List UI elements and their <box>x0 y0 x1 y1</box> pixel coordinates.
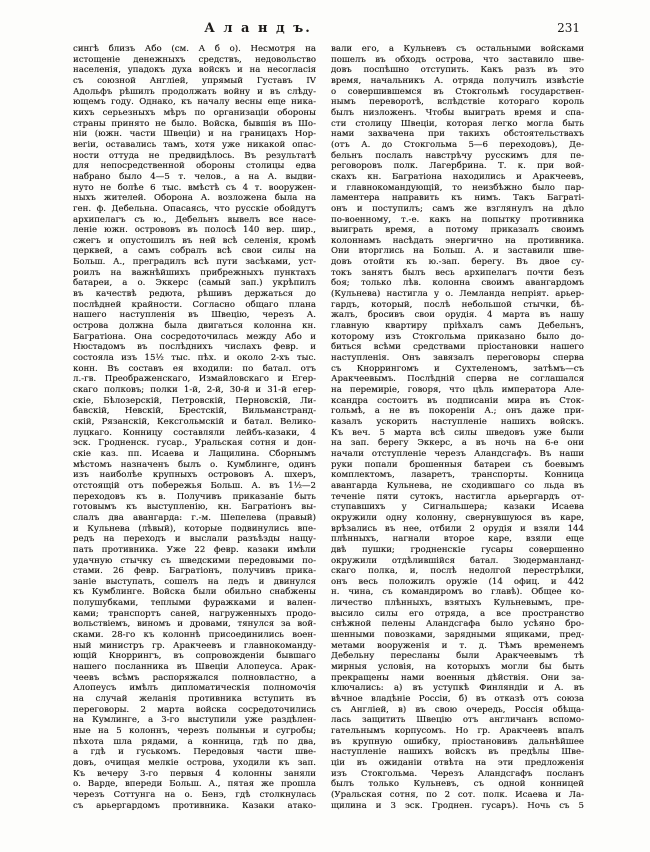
text-line: нашего наступленія въ Швецію, черезъ А. <box>73 310 316 321</box>
text-line: для непосредственной обороны столицы едва <box>73 161 316 172</box>
text-line: нами захвачена при такихъ обстоятельствахъ <box>331 129 584 140</box>
text-line: ступавшихъ у Сигнальшера; казаки Исаева <box>331 502 584 513</box>
text-line: токъ занятъ былъ весь архипелагъ почти безъ <box>331 267 584 278</box>
text-line: скіе, Бѣлозерскій, Петровскій, Перновскій, Ли- <box>73 395 316 406</box>
text-line: удачную стычку съ шведскими передовыми по- <box>73 555 316 566</box>
text-line: полушубками, теплыми фуражками и вален- <box>73 598 316 609</box>
text-line: щилина и 3 эск. Гроднен. гусаръ). Ночь съ 5 <box>331 800 584 811</box>
text-line: биться всѣми средствами пріостановки нашего <box>331 342 584 353</box>
text-line: изъ Стокгольма. Черезъ Аландсгафъ посланъ <box>331 768 584 779</box>
text-line: былъ низложенъ. Чтобы выиграть время и спа- <box>331 107 584 118</box>
text-line: гардъ, который, послѣ небольшой стычки, бѣ- <box>331 299 584 310</box>
text-line: въ крупную ошибку, пріостановивъ дальнѣйшее <box>331 736 584 747</box>
text-line: переговоры. 2 марта войска сосредоточились <box>73 704 316 715</box>
text-line: изъ наиболѣе крупныхъ острововъ А. шхеръ, <box>73 470 316 481</box>
text-line: сжегъ и опустошилъ въ ней всѣ селенія, кромѣ <box>73 235 316 246</box>
text-line: (Уральская сотня, по 2 сот. полк. Исаева и Ла- <box>331 789 584 800</box>
text-line: начали отступленіе черезъ Аландсгафъ. Въ наши <box>331 448 584 459</box>
text-line: (Кульнева) настигла у о. Лемланда непріят. арьер- <box>331 289 584 300</box>
text-line: вегіи, оставались тамъ, хотя уже никакой опас- <box>73 139 316 150</box>
text-line: довъ, очищая мелкіе острова, уходили къ зап. <box>73 757 316 768</box>
text-line: комплектомъ, лазаретъ, транспорты. Конница <box>331 470 584 481</box>
text-line: бельнъ послалъ навстрѣчу русскимъ для пе- <box>331 150 584 161</box>
text-line: ные на 5 колоннъ, черезъ полыньи и сугробы; <box>73 726 316 736</box>
text-line: сками. 28-го къ колоннѣ присоединились воен- <box>73 630 316 641</box>
text-line: теченіе пяти сутокъ, настигла арьергардъ от- <box>331 491 584 502</box>
text-line: стами. 26 февр. Багратіонъ, получивъ прика- <box>73 566 316 577</box>
text-line: Аракчеевымъ. Послѣдній сперва не соглашался <box>331 374 584 385</box>
text-line: ности оттуда не предвидѣлось. Въ результатѣ <box>73 150 316 161</box>
text-line: о. Варде, впереди Больш. А., пятая же прошла <box>73 779 316 790</box>
text-line: скій, Рязанскій, Кексгольмскій и батал. Велико- <box>73 416 316 427</box>
text-line: гательнымъ корпусомъ. Но гр. Аракчеевъ впалъ <box>331 726 584 736</box>
text-line: вольствіемъ, виномъ и дровами, тянулся за вой- <box>73 619 316 630</box>
text-line: на перемиріе, говоря, что цѣль императора Але- <box>331 385 584 395</box>
text-line: луцкаго. Конницу составляли лейбъ-казаки, 4 <box>73 427 316 438</box>
text-line: нуто не болѣе 6 тыс. вмѣстѣ съ 4 т. вооружен- <box>73 182 316 193</box>
text-line: метами вооруженія и т. д. Тѣмъ временемъ <box>331 640 584 651</box>
text-line: мѣстомъ назначенъ былъ о. Кумблинге, одинъ <box>73 459 316 470</box>
text-line: н. чина, съ командиромъ во главѣ). Общее ко- <box>331 587 584 598</box>
page-number: 231 <box>557 21 580 35</box>
text-line: истощеніе денежныхъ средствъ, недовольство <box>73 54 316 65</box>
text-line: ками; транспортъ саней, нагруженныхъ продо- <box>73 608 316 619</box>
text-line: высило силы его отряда, а все пространство <box>331 608 584 619</box>
text-line: кихъ серьезныхъ мѣръ по организаціи обороны <box>73 107 316 118</box>
text-line: колоннамъ насѣдать энергично на противника. <box>331 235 584 246</box>
text-line: по-военному, т.-е. какъ на попытку противника <box>331 214 584 225</box>
text-line: л.-гв. Преображенскаго, Измайловскаго и Егер- <box>73 374 316 385</box>
text-line: окружили одну колонну, свернувшуюся въ каре, <box>331 512 584 523</box>
text-line: архипелагъ съ ю., Дебельнъ вывелъ все насе- <box>73 214 316 225</box>
text-line: скаго полка, и, послѣ недолгой перестрѣлки, <box>331 566 584 577</box>
text-line: боя; только лѣв. колонна своимъ авангардомъ <box>331 278 584 289</box>
text-line: и Кульнева (лѣвый), которые подвинулись впе- <box>73 523 316 534</box>
text-line: казалъ ускорить наступленіе нашихъ войскъ. <box>331 416 584 427</box>
text-line: съ Англіей, в) въ свою очередь, Россія обѣща- <box>331 704 584 715</box>
text-line: леніе южн. острововъ въ полосѣ 140 вер. шир., <box>73 225 316 236</box>
text-line: ламентера направить къ нимъ. Такъ Баграті- <box>331 193 584 204</box>
text-line: реговоровъ полк. Лагербрина. Т. к. при вой- <box>331 161 584 172</box>
text-line: Дебельну пересланы были Аракчеевымъ тѣ <box>331 651 584 662</box>
text-line: наступленіе нашихъ войскъ въ предѣлы Шве- <box>331 747 584 758</box>
text-line: на зап. берегу Эккерс, а въ ночь на 6-е они <box>331 438 584 449</box>
text-line: выиграть время, а потому приказалъ своимъ <box>331 225 584 236</box>
text-line: съ Кноррингомъ и Сухтеленомъ, затѣмъ—съ <box>331 363 584 374</box>
text-line: ксандра состоитъ въ подписаніи мира въ Сток- <box>331 395 584 406</box>
text-line: ціи въ ожиданіи отвѣта на эти предложенія <box>331 757 584 768</box>
text-line: которому изъ Стокгольма приказано было до- <box>331 331 584 342</box>
text-line: пѣхота шла рядами, а конница, гдѣ по два, <box>73 736 316 747</box>
text-line: съ арьергардомъ противника. Казаки атако- <box>73 800 316 811</box>
text-line: конн. Въ составъ ея входили: по батал. отъ <box>73 363 316 374</box>
text-line: ген. ф. Дебельна. Опасаясь, что русскіе обойдутъ <box>73 203 316 214</box>
text-line: скіе каз. пп. Исаева и Лащилина. Сборнымъ <box>73 448 316 459</box>
text-line: о совершившемся въ Стокгольмѣ государствен- <box>331 86 584 97</box>
text-line: состояла изъ 15½ тыс. пѣх. и около 2-хъ тыс. <box>73 353 316 364</box>
text-line: скахъ кн. Багратіона находились и Аракчеевъ, <box>331 171 584 182</box>
text-line: шенными повозками, зарядными ящиками, пред- <box>331 630 584 641</box>
text-line: набрано было 4—5 т. челов., а на А. выдви- <box>73 171 316 182</box>
text-line: отстоящій отъ побережья Больш. А. въ 1½—2 <box>73 480 316 491</box>
text-line: нашего посланника въ Швеціи Алопеуса. Арак- <box>73 662 316 673</box>
text-line: авангарда Кульнева, не сходившаго со льда въ <box>331 480 584 491</box>
text-line: время, начальникъ А. отряда получилъ извѣстіе <box>331 75 584 86</box>
text-line: Они вторглись на Больш. А. и заставили шве- <box>331 246 584 257</box>
text-line: пать противника. Уже 22 февр. казаки имѣли <box>73 544 316 555</box>
text-line: заніе выступать, сошелъ на ледъ и двинулся <box>73 576 316 587</box>
text-line: лась защитить Швецію отъ англичанъ вспомо- <box>331 715 584 726</box>
text-line: ныхъ жителей. Оборона А. возложена была на <box>73 193 316 204</box>
text-line: Больш. А., преградилъ всѣ пути засѣками, уст- <box>73 257 316 268</box>
text-line: жалъ, бросивъ свои орудія. 4 марта въ нашу <box>331 310 584 321</box>
text-line: батареи, а о. Эккерс (самый зап.) укрѣпилъ <box>73 278 316 289</box>
text-line: вѣчное владѣніе Россіи, б) въ отказѣ отъ союза <box>331 694 584 705</box>
text-line: а гдѣ и гуськомъ. Передовыя части шве- <box>73 747 316 758</box>
text-line: окружили отдѣлившійся батал. Зюдерманланд- <box>331 555 584 566</box>
text-line: скаго полковъ; полки 1-й, 2-й, 30-й и 31-й егер- <box>73 385 316 395</box>
running-head-title: А л а н д ъ. <box>204 21 312 36</box>
text-line: и главнокомандующій, то неизбѣжно было пар- <box>331 182 584 193</box>
text-line: довъ поспѣшно отступить. Какъ разъ въ это <box>331 65 584 76</box>
text-line: ющемъ году. Однако, къ началу весны еще ника- <box>73 97 316 108</box>
left-text-column <box>73 44 316 811</box>
text-line: чеевъ всѣмъ распоряжался полновластно, а <box>73 672 316 683</box>
text-line: нымъ переворотѣ, вслѣдствіе котораго король <box>331 97 584 108</box>
text-line: плѣнныхъ, нагнали второе каре, взяли еще <box>331 534 584 545</box>
text-line: населенія, упадокъ духа войскъ и на несогласія <box>73 65 316 76</box>
text-line: къ Кумблинге. Войска были обильно снабжены <box>73 587 316 598</box>
text-line: на случай желанія противника вступить въ <box>73 694 316 705</box>
text-line: послѣдней крайности. Согласно общаго плана <box>73 299 316 310</box>
text-line: съ союзной Англіей, упрямый Густавъ IV <box>73 75 316 86</box>
text-line: эск. Гродненск. гусар., Уральская сотня и дон- <box>73 438 316 449</box>
text-line: Къ веч. 5 марта всѣ силы шведовъ уже были <box>331 427 584 438</box>
text-line: Къ вечеру 3-го первыя 4 колонны заняли <box>73 768 316 779</box>
text-line: онъ и поступилъ; самъ же взглянулъ на дѣло <box>331 203 584 214</box>
text-line: прекращены нами военныя дѣйствія. Они за- <box>331 672 584 683</box>
text-line: ніи (южн. части Швеціи) и на границахъ Нор- <box>73 129 316 140</box>
text-line: былъ только Кульневъ, съ одной конницей <box>331 779 584 790</box>
right-text-column <box>331 44 584 811</box>
text-line: (отъ А. до Стокгольма 5—6 переходовъ), Де- <box>331 139 584 150</box>
text-line: мирныя условія, на которыхъ могли бы быть <box>331 662 584 673</box>
text-line: вали его, а Кульневъ съ остальными войсками <box>331 44 584 54</box>
text-line: переходовъ къ в. Получивъ приказаніе быть <box>73 491 316 502</box>
text-line: главную квартиру пріѣхалъ самъ Дебельнъ, <box>331 321 584 332</box>
text-line: бавскій, Невскій, Брестскій, Вильманстранд- <box>73 406 316 417</box>
text-line: врѣзались въ нее, отбили 2 орудія и взяли 144 <box>331 523 584 534</box>
text-line: онъ весь положилъ оружіе (14 офиц. и 442 <box>331 576 584 587</box>
text-line: роилъ на важнѣйшихъ прибрежныхъ пунктахъ <box>73 267 316 278</box>
text-line: Адольфъ рѣшилъ продолжать войну и въ слѣду- <box>73 86 316 97</box>
text-line: церквей, а самъ собралъ всѣ свои силы на <box>73 246 316 257</box>
text-line: сти столицу Швеціи, которая легко могла быть <box>331 118 584 129</box>
text-line: Алопеусъ имѣлъ дипломатическія полномочія <box>73 683 316 694</box>
text-line: руки попали брошенныя батареи съ боевымъ <box>331 459 584 470</box>
text-line: редъ на переходъ и выслали разъѣзды нащу- <box>73 534 316 545</box>
text-line: страны принято не было. Войска, бывшія въ Шо- <box>73 118 316 129</box>
text-line: ный министръ гр. Аракчеевъ и главнокоманду- <box>73 640 316 651</box>
text-line: личество плѣнныхъ, взятыхъ Кульневымъ, пре- <box>331 598 584 609</box>
text-line: Нюстадомъ въ послѣднихъ числахъ февр. и <box>73 342 316 353</box>
text-line: гольмѣ, а не въ покореніи А.; онъ даже при- <box>331 406 584 417</box>
text-line: сингѣ близъ Або (см. А б о). Несмотря на <box>73 44 316 54</box>
text-line: снѣжной пелены Аландсгафа было усѣяно бро- <box>331 619 584 630</box>
text-line: ключались: а) въ уступкѣ Финляндіи и А. въ <box>331 683 584 694</box>
text-line: черезъ Соттунга на о. Бенэ, гдѣ столкнулась <box>73 789 316 800</box>
text-line: пошелъ въ обходъ острова, что заставило шве- <box>331 54 584 65</box>
text-line: Багратіона. Она сосредоточилась между Або и <box>73 331 316 342</box>
text-line: наступленія. Онъ завязалъ переговоры сперва <box>331 353 584 364</box>
text-line: на Кумлинге, а 3-го выступили уже раздѣлен- <box>73 715 316 726</box>
text-line: въ качествѣ редюта, рѣшивъ держаться до <box>73 289 316 300</box>
text-line: ющій Кноррингъ, въ сопровожденіи бывшаго <box>73 651 316 662</box>
text-line: готовымъ къ выступленію, кн. Багратіонъ вы- <box>73 502 316 513</box>
text-line: острова должна была двигаться колонна кн. <box>73 321 316 332</box>
text-line: довъ отойти къ ю.-зап. берегу. Въ двое су- <box>331 257 584 268</box>
text-line: слалъ два авангарда: г.-м. Шепелева (правый) <box>73 512 316 523</box>
text-line: двѣ пушки; гродненскіе гусары совершенно <box>331 544 584 555</box>
